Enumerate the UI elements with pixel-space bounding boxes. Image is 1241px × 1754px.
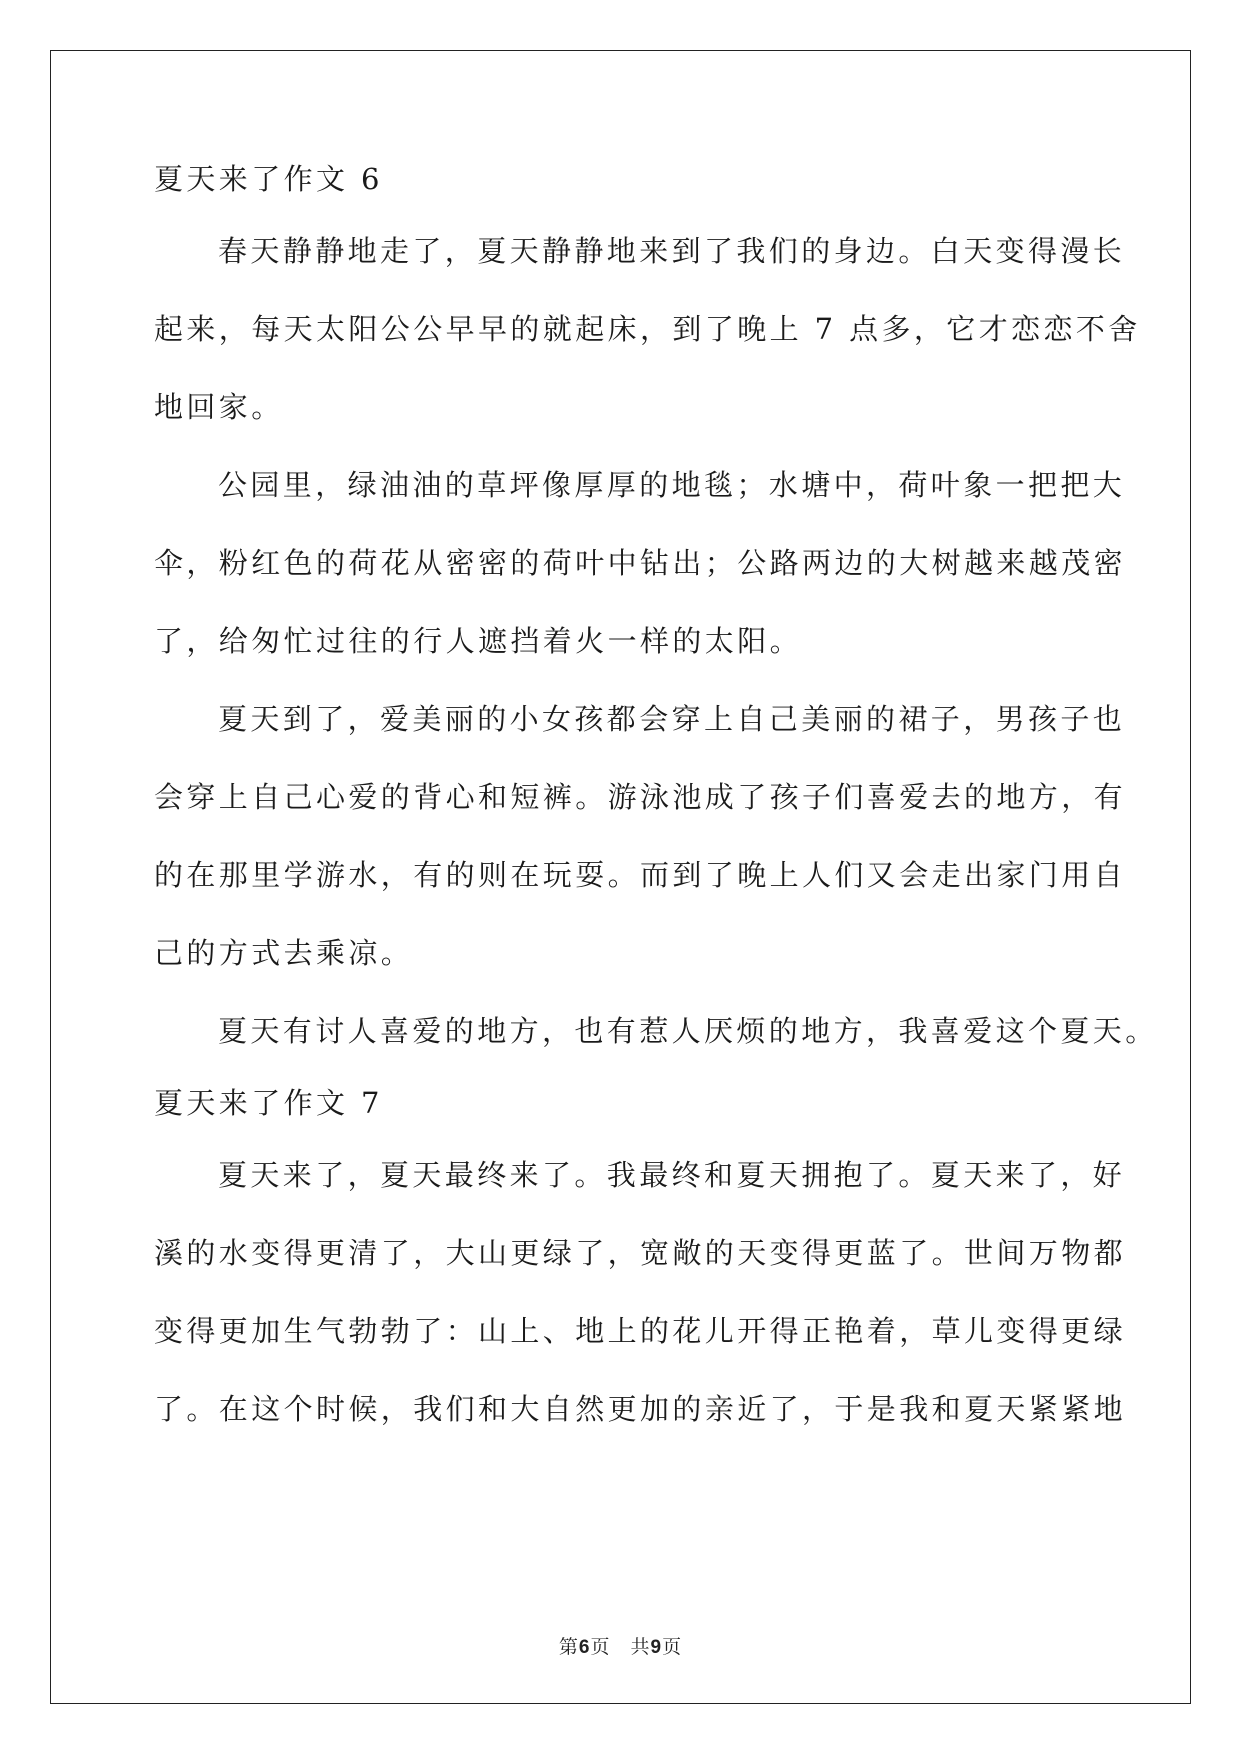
text-line: 了，给匆忙过往的行人遮挡着火一样的太阳。: [154, 624, 803, 658]
text-line: 公园里，绿油油的草坪像厚厚的地毯；水塘中，荷叶象一把把大: [218, 468, 1126, 502]
current-page-number: 6: [578, 1637, 591, 1658]
text-line: 的在那里学游水，有的则在玩耍。而到了晚上人们又会走出家门用自: [154, 858, 1127, 892]
text-line: 夏天到了，爱美丽的小女孩都会穿上自己美丽的裙子，男孩子也: [218, 702, 1126, 736]
paragraph: [154, 446, 1127, 680]
section-title: 夏天来了作文 6: [154, 162, 383, 196]
total-page-number: 9: [650, 1637, 663, 1658]
document-body: [154, 140, 1158, 1448]
text-line: 春天静静地走了，夏天静静地来到了我们的身边。白天变得漫长: [218, 234, 1126, 268]
text-line: 伞，粉红色的荷花从密密的荷叶中钻出；公路两边的大树越来越茂密: [154, 546, 1127, 580]
footer-suffix: 页: [662, 1636, 683, 1658]
text-line: 己的方式去乘凉。: [154, 936, 414, 970]
text-line: 地回家。: [154, 390, 284, 424]
paragraph: [154, 680, 1127, 992]
page-footer: [0, 1632, 1241, 1659]
text-line: 起来，每天太阳公公早早的就起床，到了晚上 7 点多，它才恋恋不舍: [154, 312, 1141, 346]
text-line: 变得更加生气勃勃了：山上、地上的花儿开得正艳着，草儿变得更绿: [154, 1314, 1127, 1348]
section-title: 夏天来了作文 7: [154, 1086, 383, 1120]
footer-prefix: 第: [558, 1636, 579, 1658]
paragraph: [154, 1136, 1127, 1448]
text-line: 夏天有讨人喜爱的地方，也有惹人厌烦的地方，我喜爱这个夏天。: [218, 1014, 1158, 1048]
text-line: 溪的水变得更清了，大山更绿了，宽敞的天变得更蓝了。世间万物都: [154, 1236, 1127, 1270]
text-line: 会穿上自己心爱的背心和短裤。游泳池成了孩子们喜爱去的地方，有: [154, 780, 1127, 814]
text-line: 夏天来了，夏天最终来了。我最终和夏天拥抱了。夏天来了，好: [218, 1158, 1126, 1192]
footer-mid: 页 共: [590, 1636, 651, 1658]
paragraph: [154, 212, 1141, 446]
paragraph: [154, 992, 1158, 1064]
text-line: 了。在这个时候，我们和大自然更加的亲近了，于是我和夏天紧紧地: [154, 1392, 1127, 1426]
